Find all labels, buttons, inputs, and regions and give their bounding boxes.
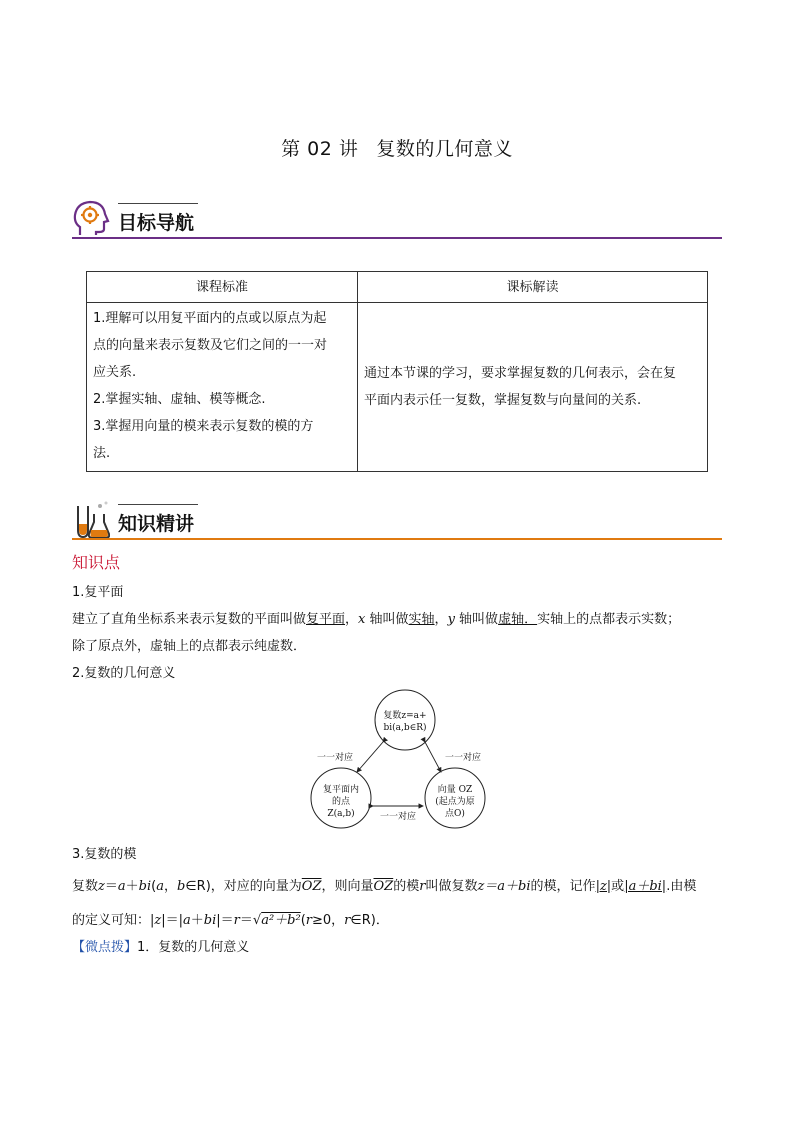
title-lecture-number: 第 02 讲 [281, 138, 359, 160]
standard-line: 法. [93, 446, 111, 461]
item-3-line-2 [72, 908, 389, 934]
flask-icon [72, 500, 110, 540]
text-run: ，则向量 [321, 879, 374, 894]
section-title-goals: 目标导航 [118, 212, 195, 234]
section-title-knowledge: 知识精讲 [118, 513, 195, 535]
section-header-knowledge [72, 500, 722, 540]
text-run: ＝ [239, 913, 253, 928]
page-title [0, 134, 794, 161]
edge-left-arrow [357, 742, 383, 772]
text-run: ( [151, 879, 157, 894]
standard-line: 1.理解可以用复平面内的点或以原点为起 [93, 311, 327, 326]
text-run: 或 [611, 879, 625, 894]
text-run: 叫做复数 [425, 879, 478, 894]
header-accent-line [118, 203, 198, 204]
math-var: b [177, 879, 186, 894]
math-var: x [358, 612, 366, 627]
standard-line: 2.掌握实轴、虚轴、模等概念. [93, 392, 266, 407]
item-1-title: 1.复平面 [72, 585, 124, 600]
interpretation-cell [358, 303, 708, 472]
table-row [87, 303, 708, 472]
knowledge-heading: 知识点 [72, 553, 121, 572]
text-run: 轴叫做 [365, 612, 409, 627]
text-run: ∈R)． [350, 913, 389, 928]
vector-oz: $\overline{OZ}$ [373, 879, 394, 894]
column-header-standard: 课程标准 [87, 272, 358, 303]
math-expr: z＝a＋bi [477, 879, 531, 894]
math-var: bi [203, 913, 217, 928]
edge-label: 一一对应 [379, 812, 417, 822]
math-var: r [233, 913, 240, 928]
text-run: 实轴上的点都表示实数； [537, 612, 681, 627]
column-header-interpretation: 课标解读 [358, 272, 708, 303]
node-text: Z(a,b) [327, 809, 355, 819]
text-run: 的定义可知：| [72, 913, 155, 928]
term-imaginary-axis: 虚轴． [498, 612, 538, 627]
math-var: a [156, 879, 164, 894]
text-run: ＝ [104, 879, 118, 894]
tip-text: 1．复数的几何意义 [137, 940, 250, 955]
item-2-title: 2.复数的几何意义 [72, 666, 176, 681]
text-run: 建立了直角坐标系来表示复数的平面叫做 [72, 612, 307, 627]
text-run: ， [434, 612, 448, 627]
interpretation-line: 通过本节课的学习，要求掌握复数的几何表示，会在复 [364, 366, 677, 381]
math-var: r [344, 913, 351, 928]
tip-label: 【微点拨】 [72, 940, 138, 955]
text-run: ＋ [190, 913, 204, 928]
tip-line [72, 935, 249, 961]
node-text: 向量 OZ [437, 785, 473, 795]
math-var: r [419, 879, 426, 894]
item-1-line-2: 除了原点外，虚轴上的点都表示纯虚数． [72, 639, 307, 654]
correspondence-diagram [305, 688, 495, 838]
node-text: 的点 [331, 797, 351, 807]
text-run: ， [164, 879, 178, 894]
math-var: y [447, 612, 455, 627]
section-divider [72, 237, 722, 239]
title-topic: 复数的几何意义 [376, 138, 513, 160]
node-text: 复平面内 [322, 785, 360, 795]
text-run: ∈R)，对应的向量为 [185, 879, 302, 894]
term-modulus-z: |z| [595, 879, 612, 894]
node-text: bi(a,b∈R) [383, 723, 427, 733]
text-run: ＋ [125, 879, 139, 894]
node-text: 点O) [445, 809, 465, 819]
edge-label: 一一对应 [316, 753, 354, 763]
node-text: 复数z=a+ [383, 711, 427, 721]
term-complex-plane: 复平面 [306, 612, 346, 627]
text-run: |＝| [161, 913, 184, 928]
header-accent-line [118, 504, 198, 505]
text-run: |＝ [216, 913, 234, 928]
standard-line: 应关系. [93, 365, 137, 380]
vector-oz: $\overline{OZ}$ [301, 879, 322, 894]
item-3-title: 3.复数的模 [72, 847, 137, 862]
item-1-line-1 [72, 607, 732, 633]
text-run: 复数 [72, 879, 99, 894]
text-run: ， [345, 612, 359, 627]
math-var: a [117, 879, 126, 894]
section-header-goals [72, 199, 722, 239]
standard-line: 点的向量来表示复数及它们之间的一一对 [93, 338, 328, 353]
item-3-line-1 [72, 874, 732, 900]
math-var: z [98, 879, 105, 894]
text-run: ≥0， [312, 913, 345, 928]
text-run: ( [300, 913, 306, 928]
sqrt-radicand: a²＋b² [261, 913, 301, 928]
text-run: 的模 [393, 879, 420, 894]
head-gear-icon [72, 199, 110, 239]
standard-cell [87, 303, 358, 472]
math-var: bi [138, 879, 152, 894]
section-divider [72, 538, 722, 540]
edge-right-arrow [425, 742, 441, 772]
standard-line: 3.掌握用向量的模来表示复数的模的方 [93, 419, 314, 434]
math-var: z [154, 913, 162, 928]
edge-label: 一一对应 [444, 753, 482, 763]
math-var: r [305, 913, 312, 928]
curriculum-table [86, 271, 708, 472]
interpretation-line: 平面内表示任一复数，掌握复数与向量间的关系. [364, 393, 642, 408]
text-run: 轴叫做 [454, 612, 499, 627]
table-header-row [87, 272, 708, 303]
text-run: 的模，记作 [530, 879, 596, 894]
text-run: .由模 [666, 879, 697, 894]
term-real-axis: 实轴 [408, 612, 435, 627]
sqrt-sign: √ [252, 913, 262, 928]
node-text: (起点为原 [435, 797, 475, 807]
math-var: a [183, 913, 191, 928]
term-modulus-abi: |a＋bi| [624, 879, 667, 894]
